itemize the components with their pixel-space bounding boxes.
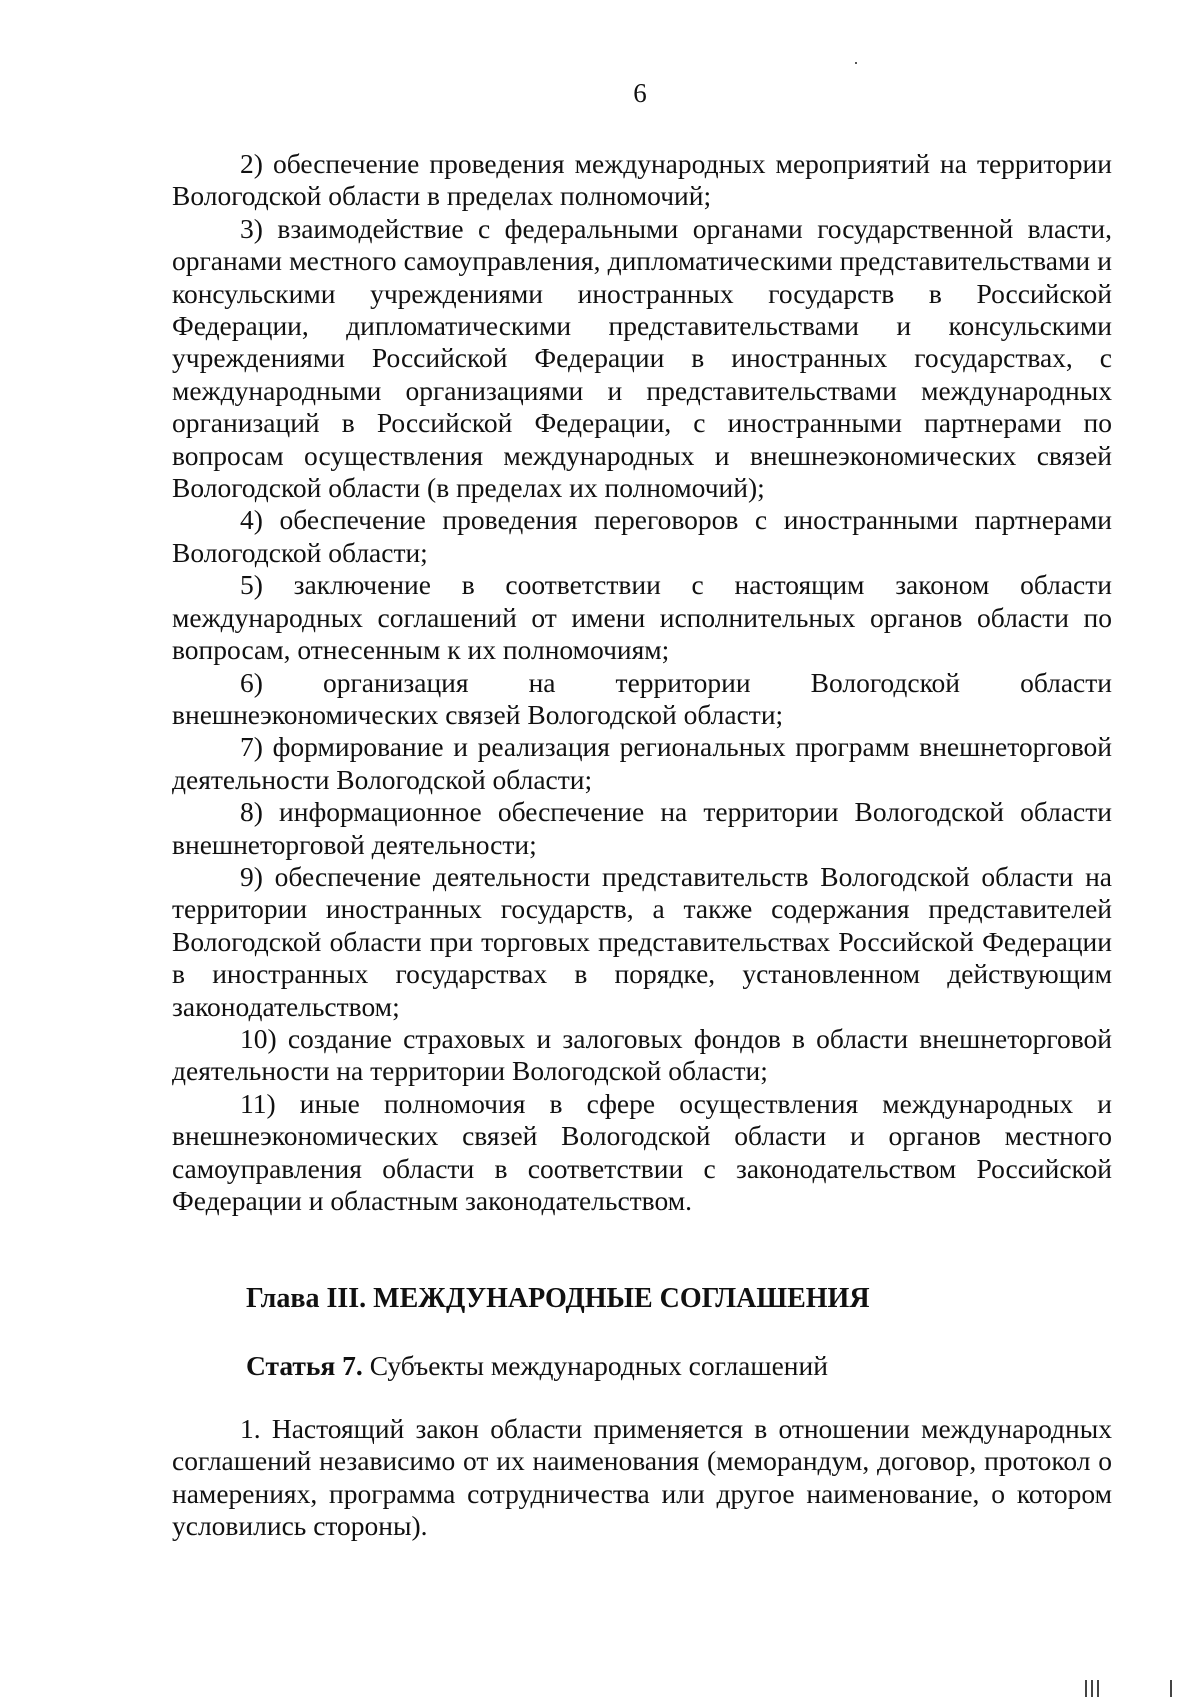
list-of-powers xyxy=(172,148,1112,1217)
list-item-6: 6) организация на территории Вологодской области внешнеэкономических связей Вологодской области; xyxy=(172,666,1112,730)
list-item-4: 4) обеспечение проведения переговоров с иностранными партнерами Вологодской области; xyxy=(172,504,1112,568)
article-paragraph-1: 1. Настоящий закон области применяется в отношении международных соглашений независимо от их наименования (меморандум, договор, протокол о намерениях, программа сотрудничества или другое наименование, о котором условились стороны). xyxy=(172,1413,1112,1542)
scan-artifact-mark xyxy=(1170,1680,1172,1697)
article-title: Субъекты международных соглашений xyxy=(369,1350,828,1381)
list-item-10: 10) создание страховых и залоговых фондов в области внешнеторговой деятельности на территории Вологодской области; xyxy=(172,1022,1112,1087)
list-item-11: 11) иные полномочия в сфере осуществления международных и внешнеэкономических связей Вологодской области и органов местного самоуправления области в соответствии с законодательством Российской Федерации и областным законодательством. xyxy=(172,1087,1112,1216)
scan-artifact-dot xyxy=(855,62,857,64)
scan-artifact-mark xyxy=(1097,1680,1099,1697)
list-item-7: 7) формирование и реализация региональных программ внешнеторговой деятельности Вологодской области; xyxy=(172,731,1112,795)
list-item-9: 9) обеспечение деятельности представительств Вологодской области на территории иностранных государств, а также содержания представителей Вологодской области при торговых представительствах Российской Федерации в иностранных государствах в порядке, установленном действующим законодательством; xyxy=(172,860,1112,1022)
scan-artifact-mark xyxy=(1091,1680,1093,1697)
scan-artifact-mark xyxy=(1085,1680,1087,1697)
article-heading xyxy=(246,1350,828,1382)
list-item-5: 5) заключение в соответствии с настоящим законом области международных соглашений от имени исполнительных органов области по вопросам, отнесенным к их полномочиям; xyxy=(172,569,1112,666)
chapter-heading: Глава III. МЕЖДУНАРОДНЫЕ СОГЛАШЕНИЯ xyxy=(246,1283,870,1314)
list-item-8: 8) информационное обеспечение на территории Вологодской области внешнеторговой деятельности; xyxy=(172,796,1112,860)
list-item-3: 3) взаимодействие с федеральными органами государственной власти, органами местного самоуправления, дипломатическими представительствами и консульскими учреждениями иностранных государств в Российской Федерации, дипломатическими представительствами и консульскими учреждениями Российской Федерации в иностранных государствах, с международными организациями и представительствами международных организаций в Российской Федерации, с иностранными партнерами по вопросам осуществления международных и внешнеэкономических связей Вологодской области (в пределах их полномочий); xyxy=(172,212,1112,504)
article-body xyxy=(172,1413,1112,1543)
page-number: 6 xyxy=(633,78,647,108)
article-label: Статья 7. xyxy=(246,1350,363,1381)
list-item-2: 2) обеспечение проведения международных мероприятий на территории Вологодской области в пределах полномочий; xyxy=(172,148,1112,212)
